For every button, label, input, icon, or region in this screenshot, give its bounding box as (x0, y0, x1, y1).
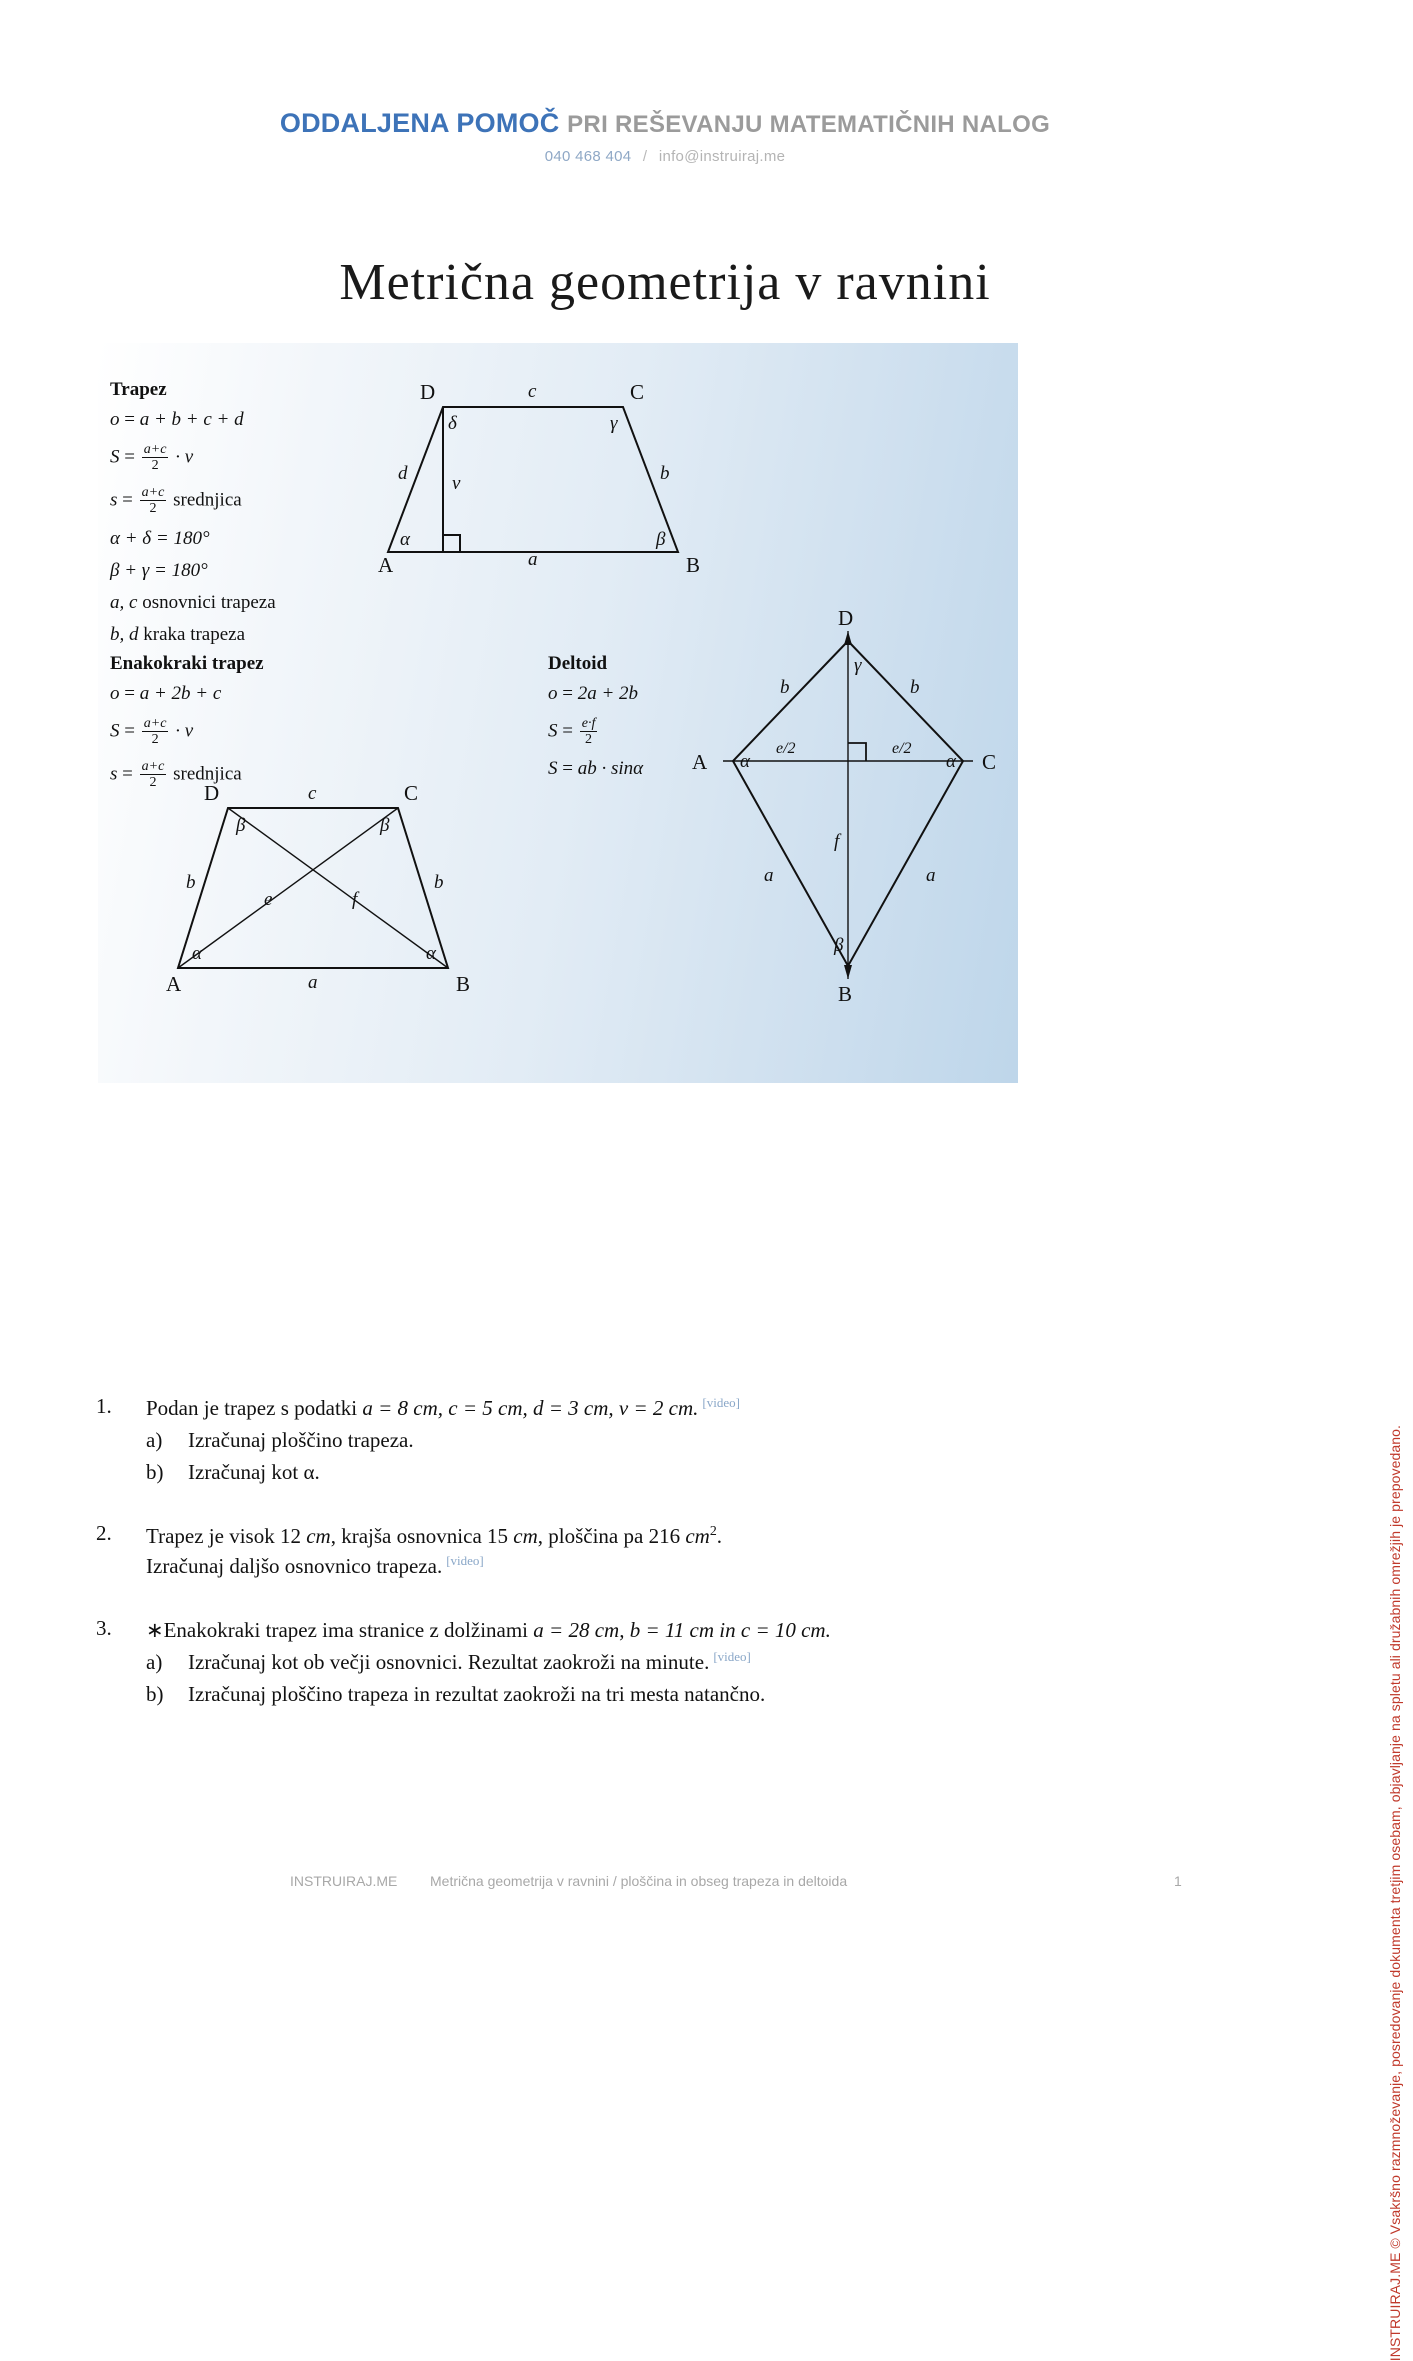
deltoid-diagonal-f: f (834, 831, 840, 852)
exercise-1-sub-a-text: Izračunaj ploščino trapeza. (188, 1427, 414, 1452)
enakokraki-side-b-right: b (434, 872, 444, 893)
trapez-side-c: c (528, 381, 537, 402)
exercise-1-sub-b-text: Izračunaj kot α. (188, 1459, 320, 1484)
enakokraki-side-b-left: b (186, 872, 196, 893)
enakokraki-vertex-B: B (456, 972, 471, 996)
trapez-side-b: b (660, 463, 670, 484)
enakokraki-angle-beta-right: β (380, 815, 390, 836)
enakokraki-vertex-A: A (166, 972, 182, 996)
enakokraki-side-c: c (308, 783, 317, 804)
enakokraki-angle-alpha-right: α (426, 943, 436, 964)
trapez-angle-sum-1: α + δ = 180° (110, 527, 210, 549)
footer-page-number: 1 (1174, 1873, 1182, 1889)
deltoid-side-a-right: a (926, 865, 936, 886)
trapez-side-d: d (398, 463, 408, 484)
deltoid-vertex-C: C (982, 750, 997, 774)
exercise-1 (96, 1394, 1056, 1487)
trapez-angle-delta: δ (448, 413, 457, 434)
trapez-angle-beta: β (656, 529, 666, 550)
contact-separator: / (642, 148, 648, 165)
exercise-2-superscript: 2 (709, 1523, 717, 1539)
exercise-2-number: 2. (96, 1521, 112, 1546)
phone-number[interactable]: 040 468 404 (544, 148, 632, 165)
copyright-sidebar (1351, 0, 1403, 2361)
enakokraki-formula-area: S = $\frac{a+c}{2}$ · v (110, 715, 194, 747)
trapez-figure (348, 367, 778, 607)
exercise-1-sub-a-label: a) (146, 1427, 163, 1452)
deltoid-formula-area-diagonals: S = $\frac{e\cdot f}{2}$ (548, 715, 596, 747)
trapez-formula-midline: s = $\frac{a+c}{2}$ srednjica (110, 484, 242, 516)
video-link[interactable]: [video] (446, 1553, 484, 1569)
brand-title (0, 108, 1330, 139)
exercise-3-sub-b (146, 1680, 1056, 1710)
exercise-list (96, 1394, 1056, 1718)
deltoid-vertex-A: A (692, 750, 708, 774)
brand-tagline: PRI REŠEVANJU MATEMATIČNIH NALOG (567, 111, 1051, 138)
exercise-3-sub-b-text: Izračunaj ploščino trapeza in rezultat zaokroži na tri mesta natančno. (188, 1681, 766, 1706)
exercise-3-sub-a-text: Izračunaj kot ob večji osnovnici. Rezultat zaokroži na minute. [video] (188, 1648, 751, 1674)
video-link[interactable]: [video] (702, 1395, 740, 1410)
exercise-1-statement: Podan je trapez s podatki a = 8 cm, c = 5 cm, d = 3 cm, v = 2 cm. [video] (146, 1395, 740, 1420)
deltoid-angle-beta: β (834, 935, 844, 956)
footer-topic: Metrična geometrija v ravnini / ploščina in obseg trapeza in deltoida (430, 1873, 848, 1889)
exercise-3-sub-b-label: b) (146, 1681, 164, 1706)
trapez-side-a: a (528, 549, 538, 570)
deltoid-vertex-B: B (838, 982, 853, 1006)
exercise-1-number: 1. (96, 1394, 112, 1418)
enakokraki-formula-midline: s = $\frac{a+c}{2}$ srednjica (110, 758, 242, 790)
deltoid-formula-perimeter: o = 2a + 2b (548, 683, 639, 704)
email-address[interactable]: info@instruiraj.me (658, 148, 786, 165)
enakokraki-formula-perimeter: o = a + 2b + c (110, 683, 222, 704)
video-link[interactable]: [video] (713, 1648, 751, 1664)
enakokraki-side-a: a (308, 972, 318, 993)
header-contact (0, 148, 1330, 165)
exercise-3-statement: ∗Enakokraki trapez ima stranice z dolžinami a = 28 cm, b = 11 cm in c = 10 cm. (146, 1618, 831, 1643)
exercise-1-sub-b-label: b) (146, 1459, 164, 1484)
footer-brand: INSTRUIRAJ.ME (290, 1873, 398, 1889)
exercise-1-sub-b (146, 1458, 1056, 1488)
deltoid-side-b-right: b (910, 677, 920, 698)
enakokraki-angle-beta-left: β (236, 815, 246, 836)
deltoid-half-diagonal-right: e/2 (892, 740, 912, 757)
deltoid-formula-area-sine: S = ab · sinα (548, 758, 644, 780)
enakokraki-diagonal-e: e (264, 889, 273, 910)
trapez-angle-gamma: γ (610, 413, 618, 434)
trapez-height-v: v (452, 473, 461, 494)
enakokraki-figure (138, 783, 538, 1013)
trapez-heading: Trapez (110, 379, 167, 400)
deltoid-side-b-left: b (780, 677, 790, 698)
trapez-formula-perimeter: o = a + b + c + d (110, 409, 244, 430)
deltoid-figure (688, 606, 1008, 1011)
trapez-legs-note: b, d kraka trapeza (110, 623, 246, 645)
enakokraki-vertex-D: D (204, 781, 220, 805)
trapez-vertex-A: A (378, 553, 394, 577)
trapez-vertex-B: B (686, 553, 701, 577)
deltoid-angle-alpha-right: α (946, 751, 956, 772)
deltoid-vertex-D: D (838, 606, 854, 630)
deltoid-angle-alpha-left: α (740, 751, 750, 772)
header-brandbar (0, 108, 1330, 165)
exercise-3-sub-a (146, 1648, 1056, 1678)
exercise-2-statement-line1: Trapez je visok 12 cm, krajša osnovnica 15 cm, ploščina pa 216 $cm^2$. (146, 1523, 723, 1549)
formula-figure-panel (98, 343, 1018, 1083)
trapez-vertex-D: D (420, 380, 436, 404)
trapez-formula-area: S = $\frac{a+c}{2}$ · v (110, 441, 194, 473)
exercise-2 (96, 1521, 1056, 1582)
enakokraki-diagonal-f: f (352, 889, 358, 910)
enakokraki-heading: Enakokraki trapez (110, 653, 264, 674)
exercise-2-statement-line2: Izračunaj daljšo osnovnico trapeza. [video] (146, 1553, 484, 1579)
enakokraki-formula-block (110, 653, 410, 803)
deltoid-half-diagonal-left: e/2 (776, 740, 796, 757)
copyright-notice: INSTRUIRAJ.ME © Vsakršno razmnoževanje, posredovanje dokumenta tretjim osebam, objavljanje na spletu ali družabnih omrežjih je prepovedano. (1387, 1425, 1403, 2361)
trapez-bases-note: a, c osnovnici trapeza (110, 591, 276, 613)
enakokraki-vertex-C: C (404, 781, 419, 805)
exercise-3 (96, 1616, 1056, 1709)
exercise-spacer-2 (96, 1590, 1056, 1616)
trapez-angle-alpha: α (400, 529, 410, 550)
exercise-3-sub-a-label: a) (146, 1649, 163, 1674)
exercise-1-sub-a (146, 1426, 1056, 1456)
exercise-3-number: 3. (96, 1616, 112, 1641)
deltoid-heading: Deltoid (548, 653, 608, 674)
enakokraki-angle-alpha-left: α (192, 943, 202, 964)
brand-name: ODDALJENA POMOČ (279, 108, 560, 138)
exercise-spacer-1 (96, 1495, 1056, 1521)
trapez-vertex-C: C (630, 380, 645, 404)
trapez-angle-sum-2: β + γ = 180° (110, 559, 208, 581)
deltoid-angle-gamma: γ (854, 655, 862, 676)
page-title: Metrična geometrija v ravnini (339, 254, 991, 311)
deltoid-side-a-left: a (764, 865, 774, 886)
